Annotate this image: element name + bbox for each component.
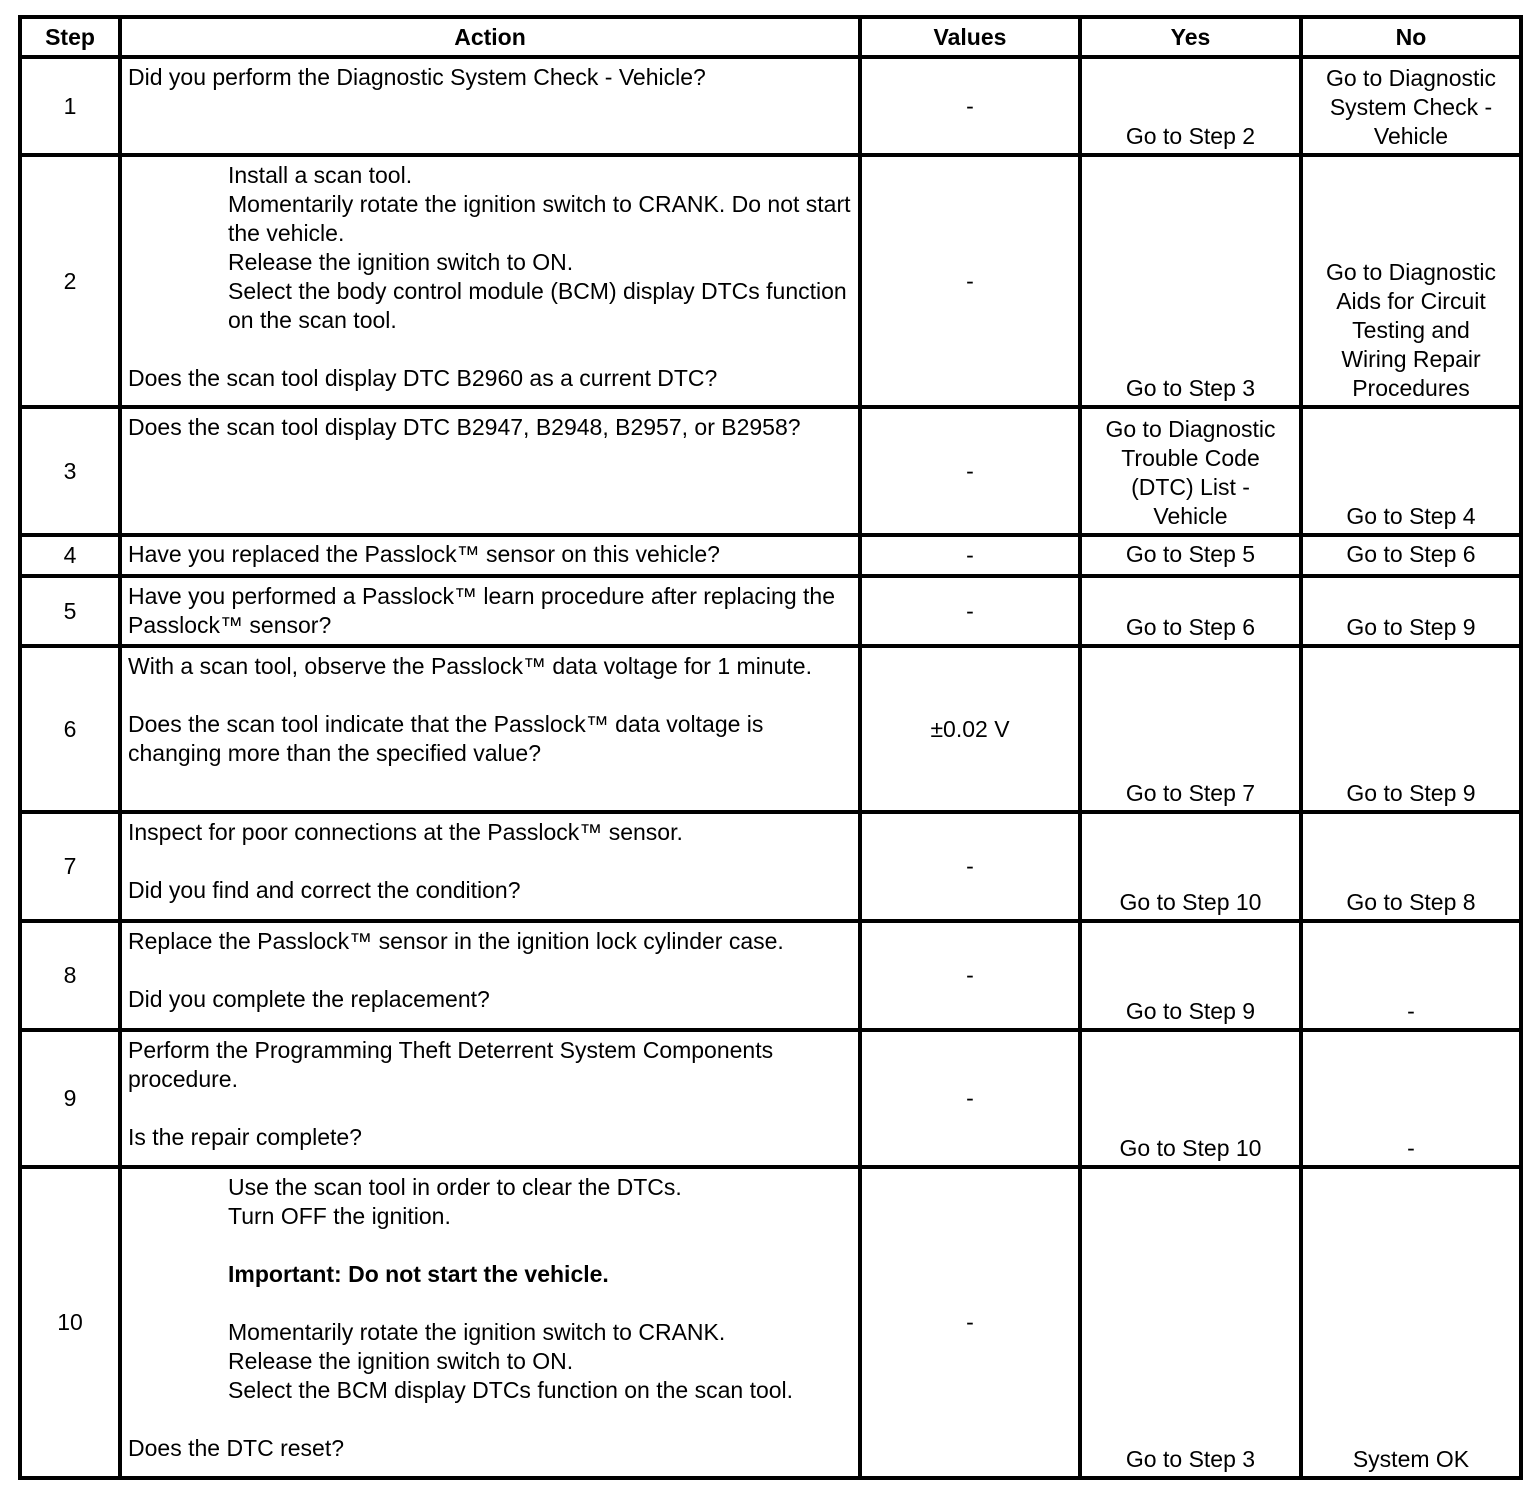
action-cell xyxy=(120,921,860,1030)
table-row xyxy=(20,812,1521,921)
table-row xyxy=(20,1030,1521,1167)
header-no: No xyxy=(1301,17,1521,57)
step-number: 3 xyxy=(20,407,120,535)
table-row xyxy=(20,576,1521,646)
header-step: Step xyxy=(20,17,120,57)
action-step: Install a scan tool. xyxy=(228,162,413,188)
action-cell xyxy=(120,576,860,646)
header-row xyxy=(20,17,1521,57)
no-cell xyxy=(1301,57,1521,155)
yes-cell: Go to Step 3 xyxy=(1080,155,1301,407)
action-cell xyxy=(120,1030,860,1167)
yes-cell: Go to Step 3 xyxy=(1080,1167,1301,1478)
value-cell: ±0.02 V xyxy=(860,646,1080,812)
action-question: Does the scan tool display DTC B2960 as a current DTC? xyxy=(128,365,718,391)
action-step: Use the scan tool in order to clear the DTCs. xyxy=(228,1174,682,1200)
action-cell xyxy=(120,1167,860,1478)
yes-line: Vehicle xyxy=(1153,503,1228,529)
yes-cell: Go to Step 10 xyxy=(1080,1030,1301,1167)
action-question: Have you performed a Passlock™ learn procedure after replacing the Passlock™ sensor? xyxy=(128,583,835,638)
action-question: Does the scan tool display DTC B2947, B2948, B2957, or B2958? xyxy=(128,414,801,440)
action-question: Does the DTC reset? xyxy=(128,1435,345,1461)
table-row xyxy=(20,646,1521,812)
no-line: Procedures xyxy=(1352,375,1470,401)
action-step: Select the body control module (BCM) display DTCs function on the scan tool. xyxy=(228,278,847,333)
action-step: Select the BCM display DTCs function on the scan tool. xyxy=(228,1377,794,1403)
step-number: 5 xyxy=(20,576,120,646)
action-question: Does the scan tool indicate that the Passlock™ data voltage is changing more than the specified value? xyxy=(128,711,764,766)
value-cell: - xyxy=(860,57,1080,155)
no-cell xyxy=(1301,155,1521,407)
action-question: Have you replaced the Passlock™ sensor on this vehicle? xyxy=(128,541,720,567)
action-cell xyxy=(120,155,860,407)
action-instruction: With a scan tool, observe the Passlock™ data voltage for 1 minute. xyxy=(128,653,812,679)
step-number: 1 xyxy=(20,57,120,155)
step-number: 9 xyxy=(20,1030,120,1167)
action-question: Did you find and correct the condition? xyxy=(128,877,521,903)
step-number: 7 xyxy=(20,812,120,921)
action-cell xyxy=(120,812,860,921)
yes-cell: Go to Step 6 xyxy=(1080,576,1301,646)
value-cell: - xyxy=(860,407,1080,535)
header-yes: Yes xyxy=(1080,17,1301,57)
step-number: 10 xyxy=(20,1167,120,1478)
action-cell xyxy=(120,57,860,155)
table-row xyxy=(20,1167,1521,1478)
no-cell: - xyxy=(1301,1030,1521,1167)
yes-line: Go to Diagnostic xyxy=(1105,416,1276,442)
no-cell: System OK xyxy=(1301,1167,1521,1478)
value-cell: - xyxy=(860,155,1080,407)
action-cell xyxy=(120,535,860,576)
yes-cell: Go to Step 10 xyxy=(1080,812,1301,921)
no-cell: Go to Step 6 xyxy=(1301,535,1521,576)
header-action: Action xyxy=(120,17,860,57)
important-note: Important: Do not start the vehicle. xyxy=(228,1261,609,1287)
value-cell: - xyxy=(860,812,1080,921)
action-question: Is the repair complete? xyxy=(128,1124,362,1150)
action-instruction: Replace the Passlock™ sensor in the ignition lock cylinder case. xyxy=(128,928,784,954)
action-cell xyxy=(120,407,860,535)
yes-cell xyxy=(1080,407,1301,535)
action-step: Momentarily rotate the ignition switch to CRANK. xyxy=(228,1319,726,1345)
step-number: 6 xyxy=(20,646,120,812)
action-question: Did you complete the replacement? xyxy=(128,986,490,1012)
no-line: Go to Diagnostic xyxy=(1325,65,1497,91)
yes-cell: Go to Step 9 xyxy=(1080,921,1301,1030)
action-question: Did you perform the Diagnostic System Check - Vehicle? xyxy=(128,64,706,90)
no-cell: - xyxy=(1301,921,1521,1030)
no-line: System Check - xyxy=(1329,94,1493,120)
value-cell: - xyxy=(860,535,1080,576)
table-row xyxy=(20,921,1521,1030)
action-cell xyxy=(120,646,860,812)
action-step: Release the ignition switch to ON. xyxy=(228,249,574,275)
step-number: 2 xyxy=(20,155,120,407)
value-cell: - xyxy=(860,1167,1080,1478)
yes-cell: Go to Step 2 xyxy=(1080,57,1301,155)
action-instruction: Perform the Programming Theft Deterrent System Components procedure. xyxy=(128,1037,774,1092)
table-row xyxy=(20,407,1521,535)
value-cell: - xyxy=(860,576,1080,646)
no-line: Aids for Circuit xyxy=(1336,288,1486,314)
no-cell: Go to Step 9 xyxy=(1301,646,1521,812)
no-line: Vehicle xyxy=(1373,123,1449,149)
yes-line: Trouble Code xyxy=(1121,445,1260,471)
no-cell: Go to Step 4 xyxy=(1301,407,1521,535)
no-line: Testing and xyxy=(1352,317,1470,343)
action-step: Momentarily rotate the ignition switch to CRANK. Do not start the vehicle. xyxy=(228,191,851,246)
step-number: 8 xyxy=(20,921,120,1030)
table-row xyxy=(20,57,1521,155)
diagnostic-table xyxy=(18,15,1523,1480)
yes-line: (DTC) List - xyxy=(1131,474,1250,500)
action-step: Release the ignition switch to ON. xyxy=(228,1348,574,1374)
yes-cell: Go to Step 7 xyxy=(1080,646,1301,812)
table-row xyxy=(20,535,1521,576)
value-cell: - xyxy=(860,921,1080,1030)
value-cell: - xyxy=(860,1030,1080,1167)
table-row xyxy=(20,155,1521,407)
action-instruction: Inspect for poor connections at the Passlock™ sensor. xyxy=(128,819,683,845)
no-cell: Go to Step 8 xyxy=(1301,812,1521,921)
no-cell: Go to Step 9 xyxy=(1301,576,1521,646)
no-line: Wiring Repair xyxy=(1341,346,1481,372)
no-line: Go to Diagnostic xyxy=(1325,259,1497,285)
step-number: 4 xyxy=(20,535,120,576)
header-values: Values xyxy=(860,17,1080,57)
action-step: Turn OFF the ignition. xyxy=(228,1203,451,1229)
yes-cell: Go to Step 5 xyxy=(1080,535,1301,576)
